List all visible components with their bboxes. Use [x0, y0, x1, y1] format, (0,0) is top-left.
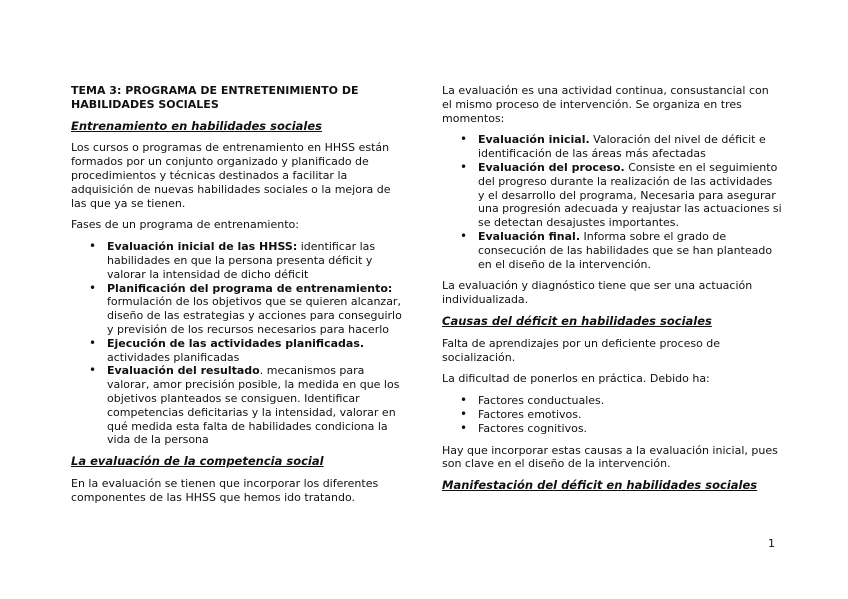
list-item [478, 133, 782, 161]
paragraph: En la evaluación se tienen que incorporar los diferentes componentes de las HHSS que hemos ido tratando. [71, 476, 379, 504]
list-item [107, 282, 406, 337]
section-heading-evaluation: La evaluación de la competencia social [71, 454, 324, 469]
item-text: Consiste en el seguimiento del progreso durante la realización de las actividades y el desarrollo del programa, Necesaria para asegurar una progresión adecuada y reajustar las actuaciones si se detectan desajustes importantes. [478, 160, 782, 230]
paragraph: La evaluación y diagnóstico tiene que ser una actuación individualizada. [442, 279, 753, 307]
left-column [71, 84, 406, 513]
list-item [478, 161, 782, 230]
list-item: • Factores emotivos. [478, 408, 782, 422]
factors-list [442, 394, 782, 435]
item-text: identificar las habilidades en que la persona presenta déficit y valorar la intensidad de dicho déficit [107, 240, 376, 281]
item-bold: Evaluación del resultado [107, 364, 260, 378]
item-text: . mecanismos para valorar, amor precisión posible, la medida en que los objetivos planteados se consiguen. Identificar competencias deficitarias y la intensidad, valorar en qué medida esta falta de habilidades condiciona la vida de la persona [107, 364, 400, 447]
right-column [442, 84, 782, 501]
list-item [107, 364, 406, 447]
page-number: 1 [768, 537, 775, 550]
list-item [107, 240, 406, 281]
item-bold: Evaluación inicial. [478, 133, 590, 147]
section-heading-manifestation: Manifestación del déficit en habilidades sociales [442, 478, 758, 493]
section-heading-training: Entrenamiento en habilidades sociales [71, 118, 322, 133]
item-bold: Evaluación del proceso. [478, 160, 625, 174]
paragraph: Hay que incorporar estas causas a la evaluación inicial, pues son clave en el diseño de la intervención. [442, 443, 778, 471]
paragraph: La dificultad de ponerlos en práctica. Debido ha: [442, 372, 710, 386]
list-item: • Factores cognitivos. [478, 422, 782, 436]
paragraph: Falta de aprendizajes por un deficiente proceso de socialización. [442, 336, 721, 364]
item-text: Valoración del nivel de déficit e identificación de las áreas más afectadas [478, 133, 766, 161]
list-item: • Factores conductuales. [478, 394, 782, 408]
paragraph: La evaluación es una actividad continua, consustancial con el mismo proceso de intervención. Se organiza en tres momentos: [442, 84, 769, 125]
list-item [107, 337, 406, 365]
section-heading-causes: Causas del déficit en habilidades sociales [442, 313, 712, 328]
item-bold: Evaluación inicial de las HHSS: [107, 240, 298, 254]
paragraph: Fases de un programa de entrenamiento: [71, 218, 299, 232]
item-bold: Evaluación final. [478, 229, 580, 243]
phases-list [71, 240, 406, 447]
item-text: actividades planificadas [107, 350, 240, 364]
item-text: Informa sobre el grado de consecución de las habilidades que se han planteado en el diseño de la intervención. [478, 229, 773, 271]
item-text: formulación de los objetivos que se quieren alcanzar, diseño de las estrategias y acciones para conseguirlo y previsión de los recursos necesarios para hacerlo [107, 295, 402, 336]
document-title: TEMA 3: PROGRAMA DE ENTRETENIMIENTO DE HABILIDADES SOCIALES [71, 84, 359, 111]
list-item [478, 230, 782, 271]
item-bold: Ejecución de las actividades planificadas. [107, 336, 365, 350]
moments-list [442, 133, 782, 271]
paragraph: Los cursos o programas de entrenamiento en HHSS están formados por un conjunto organizado y planificado de procedimientos y técnicas destinados a facilitar la adquisición de nuevas habilidades sociales o la mejora de las que ya se tienen. [71, 141, 391, 210]
item-bold: Planificación del programa de entrenamiento: [107, 281, 393, 295]
